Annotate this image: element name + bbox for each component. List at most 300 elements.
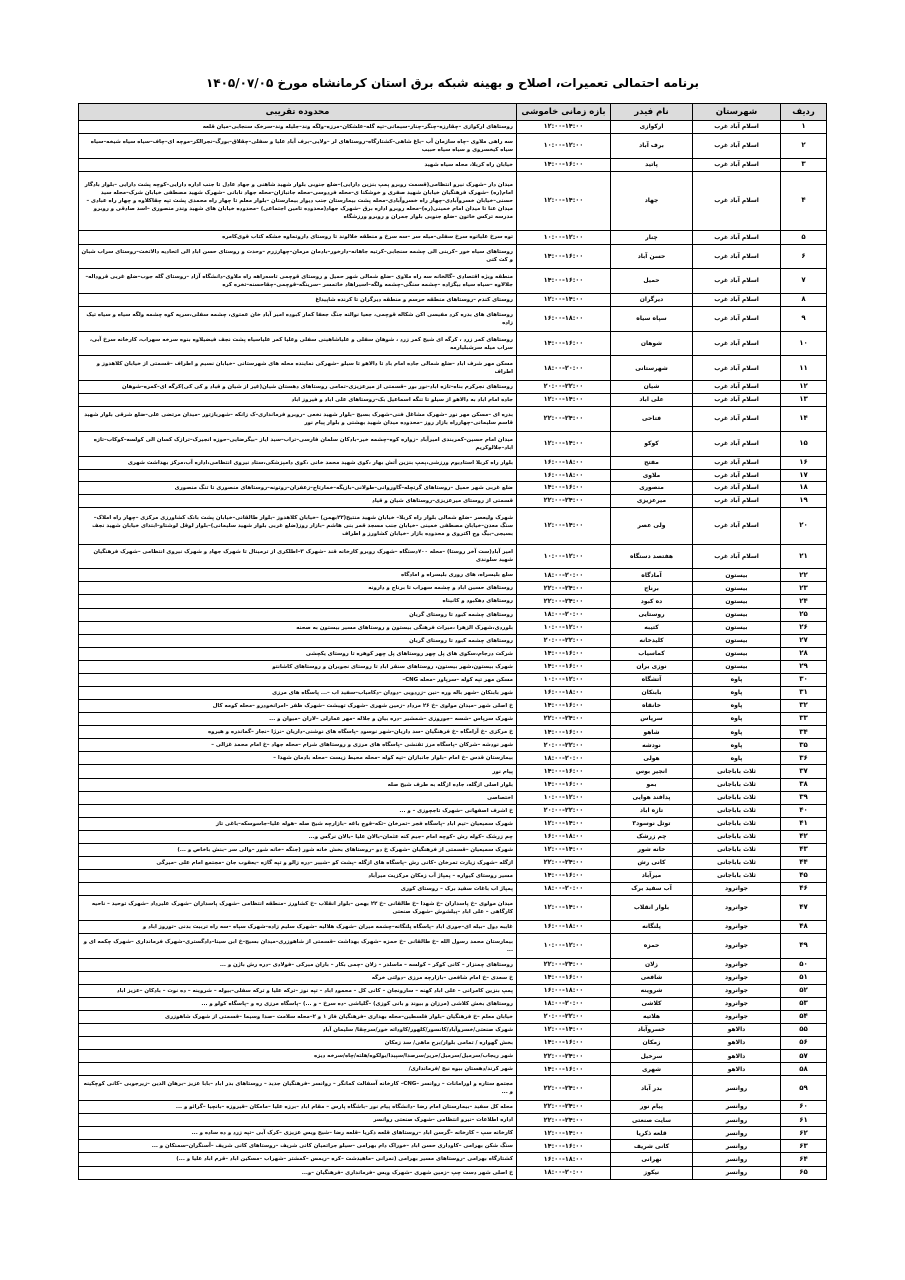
row-time: ۱۸:۰۰-۲۰:۰۰ xyxy=(517,883,611,896)
row-feeder: انجیر بوس xyxy=(611,765,693,778)
table-row xyxy=(79,673,827,686)
row-area: روستاهای بخش کلاشی (مرزان و بیوند و بانی کوزی) –گلیاشی –ده سرخ – و ...) –پاسگاه مرزی ره و –پاسگاه کولو و ... xyxy=(79,997,517,1010)
row-area: شهرک سمیعیان –تیم اباد –پاسگاه فجر –تمرخان –تکه–قوچ باغه –بازارچه شیخ صله –هوله علیا–جاسوسکه–باغی تاز xyxy=(79,817,517,830)
row-area: خ اشرف اصفهانی –شهرک تاجچوزی – و ... xyxy=(79,804,517,817)
row-time: ۱۰:۰۰-۱۲:۰۰ xyxy=(517,134,611,159)
row-index: ۱ xyxy=(781,121,827,134)
row-area: روستاهای نجرکرم بناه–تازه اباد–نور بور –قسمتی از میرعزیزی–تمامی روستاهای دهستان شیان(غیر از شیان و قیاد و کی کی)کرگه ای–کمره–شوهان xyxy=(79,381,517,394)
row-feeder: شروینه xyxy=(611,984,693,997)
table-row xyxy=(79,331,827,356)
row-index: ۳۹ xyxy=(781,791,827,804)
row-city: اسلام آباد غرب xyxy=(693,231,781,244)
header-time: بازه زمانی خاموشی xyxy=(517,104,611,121)
row-feeder: آب سفید برک xyxy=(611,883,693,896)
table-row xyxy=(79,1063,827,1076)
row-feeder: میرعزیزی xyxy=(611,495,693,508)
table-row xyxy=(79,1101,827,1114)
row-city: جوانرود xyxy=(693,934,781,959)
row-index: ۲۱ xyxy=(781,544,827,569)
header-index: ردیف xyxy=(781,104,827,121)
row-city: ثلاث باباجانی xyxy=(693,843,781,856)
row-city: ثلاث باباجانی xyxy=(693,778,781,791)
row-area: روستاهای های بدره کرد مفیسی اکن شکاله قوچمی، جعیا نوالنه جنگ جعفا کمار کبوده امیر آباد خان عمتوی، چشمه سفلی،سرپه کوه چشمه ولگه سیاه و سیاه تیک زاده xyxy=(79,307,517,332)
table-row xyxy=(79,870,827,883)
table-row xyxy=(79,883,827,896)
row-area: خیابان راه کربلا، محله سیاه شهید xyxy=(79,158,517,171)
row-index: ۴۵ xyxy=(781,870,827,883)
row-feeder: مفتح xyxy=(611,456,693,469)
table-row xyxy=(79,843,827,856)
row-area: روستاهای چمنزار – کانی کوکر – کولسه – ماسلدر – زلان –چمی بکار – باران میرکی –فولادی –دره رش باژن و ... xyxy=(79,958,517,971)
row-area: شهرک سرپاس –شسه –جوروزی –شمشیر –دره بیان و جلاله –مهر عمارلی –لاران –میوان و ... xyxy=(79,713,517,726)
row-area: پمپ بنزین کامرانی – علی اباد کهنه – سارونجان – کانی کل – محمود اباد – تپه نوز –ترکه علیا و ترکه سفلی–بیوله – شروینه – ده نوت – بادکان –عزیز اباد xyxy=(79,984,517,997)
row-area: روستاهای چشمه کبود تا روستای گربان xyxy=(79,608,517,621)
row-index: ۶۵ xyxy=(781,1166,827,1179)
row-time: ۱۴:۰۰-۱۶:۰۰ xyxy=(517,870,611,883)
row-city: اسلام آباد غرب xyxy=(693,381,781,394)
row-city: ثلاث باباجانی xyxy=(693,791,781,804)
row-area: ازگله –شهرک زیارت تمرخان –کانی رش –پاسگاه های ازگله –پشت کو –شییر –دره زالو و تپه گازه –یعقوب جان –مجتمع امام علی –میرگی xyxy=(79,857,517,870)
row-index: ۱۰ xyxy=(781,331,827,356)
row-feeder: زلان xyxy=(611,958,693,971)
row-feeder: نودشه xyxy=(611,739,693,752)
row-area: بیمارستان قدس –خ امام –بلوار جانبازان –تپه کوله –محله محیط زیست –محله بادمان شهدا – xyxy=(79,752,517,765)
table-row xyxy=(79,407,827,432)
table-row xyxy=(79,765,827,778)
table-row xyxy=(79,1037,827,1050)
row-time: ۱۰:۰۰-۱۲:۰۰ xyxy=(517,231,611,244)
row-index: ۲۷ xyxy=(781,634,827,647)
row-index: ۱۴ xyxy=(781,407,827,432)
row-index: ۱۸ xyxy=(781,482,827,495)
row-city: ثلاث باباجانی xyxy=(693,830,781,843)
row-index: ۶۳ xyxy=(781,1140,827,1153)
row-feeder: کوکو xyxy=(611,431,693,456)
table-row xyxy=(79,1166,827,1179)
table-row xyxy=(79,482,827,495)
row-index: ۷ xyxy=(781,269,827,294)
row-city: ثلاث باباجانی xyxy=(693,765,781,778)
row-area: بلوار اصلی ازگله، جاده ازگله به طرف شیخ صله xyxy=(79,778,517,791)
row-time: ۱۶:۰۰-۱۸:۰۰ xyxy=(517,687,611,700)
row-time: ۱۴:۰۰-۱۶:۰۰ xyxy=(517,158,611,171)
row-area: روستاهای حسین اباد و چشمه سهراب تا برناج و دارونه xyxy=(79,582,517,595)
row-time: ۲۲:۰۰-۲۴:۰۰ xyxy=(517,495,611,508)
row-index: ۲۰ xyxy=(781,508,827,544)
row-index: ۵۷ xyxy=(781,1050,827,1063)
row-city: جوانرود xyxy=(693,997,781,1010)
row-index: ۲۶ xyxy=(781,621,827,634)
row-feeder: نوزی یران xyxy=(611,660,693,673)
row-feeder: پدافند هوایی xyxy=(611,791,693,804)
row-area: شرکت درجام،سکوی های پل چهر روستاهای پل چهر کوهره تا روستای یکچشی xyxy=(79,647,517,660)
row-area: خ سعدی –خ امام شافعی –بازارچه مرزی –دولتی خرگه xyxy=(79,971,517,984)
row-index: ۴۸ xyxy=(781,920,827,933)
row-index: ۲۳ xyxy=(781,582,827,595)
row-feeder: کتیبه xyxy=(611,621,693,634)
row-area: خ اصلی شهر دست چپ –زمین شهری –شهرک ویس –فرمانداری –فرهنگیان –و... xyxy=(79,1166,517,1179)
row-city: دالاهو xyxy=(693,1050,781,1063)
row-area: پیام نور xyxy=(79,765,517,778)
row-index: ۵۸ xyxy=(781,1063,827,1076)
table-row xyxy=(79,269,827,294)
row-index: ۳۵ xyxy=(781,739,827,752)
row-index: ۴ xyxy=(781,171,827,231)
table-row xyxy=(79,431,827,456)
row-area: روستاهای ارکوازی –چقارزه–چنگر–چنار–سیمانی–تپه گله–علشکان–مرزه–ولگه وند–جلیله وند–سرخک سنجابی–میان قلعه xyxy=(79,121,517,134)
row-city: دالاهو xyxy=(693,1063,781,1076)
row-city: ثلاث باباجانی xyxy=(693,804,781,817)
row-index: ۱۱ xyxy=(781,356,827,381)
row-time: ۱۲:۰۰-۱۴:۰۰ xyxy=(517,121,611,134)
row-index: ۳۰ xyxy=(781,673,827,686)
row-time: ۱۴:۰۰-۱۶:۰۰ xyxy=(517,1037,611,1050)
row-city: اسلام آباد غرب xyxy=(693,482,781,495)
row-city: پاوه xyxy=(693,752,781,765)
row-index: ۳۷ xyxy=(781,765,827,778)
row-time: ۱۶:۰۰-۱۸:۰۰ xyxy=(517,984,611,997)
row-city: پاوه xyxy=(693,739,781,752)
row-city: اسلام آباد غرب xyxy=(693,456,781,469)
row-feeder: آمادگاه xyxy=(611,569,693,582)
row-index: ۴۹ xyxy=(781,934,827,959)
table-row xyxy=(79,171,827,231)
row-city: اسلام آباد غرب xyxy=(693,407,781,432)
row-time: ۲۰:۰۰-۲۲:۰۰ xyxy=(517,381,611,394)
row-feeder: کانی رش xyxy=(611,857,693,870)
table-row xyxy=(79,469,827,481)
row-feeder: برف آباد xyxy=(611,134,693,159)
row-feeder: هولی xyxy=(611,752,693,765)
row-area: محله کل سفید –بیمارستان امام رضا –دانشگاه پیام نور –باشگاه پارس – مقام اباد –برزه علیا –مامکان –قیروزه –بانچیا –گرائو و ... xyxy=(79,1101,517,1114)
row-time: ۱۶:۰۰-۱۸:۰۰ xyxy=(517,830,611,843)
row-area: میدان امام حسین–کمربندی امیرآباد –زواره کوه–چشمه خیر–بادکان سلمان فارسی–تراب–سید ایاز –بیگرضایی–حوزه انجیرک–ترازک کسان الی کولسه–کوکاب–تازه اباد–جلالوکریم xyxy=(79,431,517,456)
row-city: جوانرود xyxy=(693,883,781,896)
row-feeder: شافعی xyxy=(611,971,693,984)
table-row xyxy=(79,569,827,582)
row-feeder: ارکوازی xyxy=(611,121,693,134)
row-time: ۱۸:۰۰-۲۰:۰۰ xyxy=(517,569,611,582)
table-header-row xyxy=(79,104,827,121)
table-row xyxy=(79,857,827,870)
table-row xyxy=(79,158,827,171)
row-feeder: علی اباد xyxy=(611,394,693,407)
row-area: شهر کرند/دهستان بیوه نیخ /فرمانداری/ xyxy=(79,1063,517,1076)
table-row xyxy=(79,508,827,544)
row-time: ۲۰:۰۰-۲۲:۰۰ xyxy=(517,804,611,817)
row-time: ۱۲:۰۰-۱۴:۰۰ xyxy=(517,431,611,456)
row-feeder: بلوار انقلاب xyxy=(611,896,693,921)
row-area: روستاهای دهکبود و کانیناه xyxy=(79,595,517,608)
row-feeder: منصوری xyxy=(611,482,693,495)
table-row xyxy=(79,231,827,244)
row-city: اسلام آباد غرب xyxy=(693,244,781,269)
row-index: ۴۲ xyxy=(781,830,827,843)
row-time: ۲۲:۰۰-۲۴:۰۰ xyxy=(517,1114,611,1127)
row-time: ۲۲:۰۰-۲۴:۰۰ xyxy=(517,713,611,726)
row-time: ۲۰:۰۰-۲۲:۰۰ xyxy=(517,739,611,752)
row-city: بیستون xyxy=(693,634,781,647)
row-area: بیمارستان محمد رسول الله –خ طالقانی –خ حمزه –شهرک بهداشت –قسمتی از شاهوزری–میدان بسیج–خ ابن سینا–دادگستری–شهرک فرمانداری –شهرک چکمه ای و ... xyxy=(79,934,517,959)
row-index: ۳۱ xyxy=(781,687,827,700)
row-index: ۴۳ xyxy=(781,843,827,856)
row-index: ۱۶ xyxy=(781,456,827,469)
row-index: ۶ xyxy=(781,244,827,269)
row-area: ضلع غربی شهر حمیل –روستاهای گرتچله–گاوروانی–طولانی–بازیگه–خمارتاج–زعفران–روتونه–روستاهای منصوری تا تنگ منصوری xyxy=(79,482,517,495)
row-index: ۵ xyxy=(781,231,827,244)
row-index: ۱۳ xyxy=(781,394,827,407)
row-time: ۱۸:۰۰-۲۰:۰۰ xyxy=(517,608,611,621)
row-city: پاوه xyxy=(693,673,781,686)
row-area: خیابان معلم –خ فرهنگیان –بلوار فلسطین–محله بهداری –فرهنگیان فاز ۱ و ۲–محله سلامت –صدا وسیما –قسمتی از شهرک شاهوزری xyxy=(79,1011,517,1024)
row-area xyxy=(79,469,517,481)
row-area: بدره ای –مسکن مهر نور –شهرک مشاغل فنی–شهرک بسیج –بلوار شهید نخعی –روبرو فرمانداری–ک زانکه –شهربازتور –میدان مرتضی علی–ضلع شرقی بلوار شهید قاسم سلیمانی–چهارراه بازار روز –محدوده میدان شهید بهشتی و بلوار پیام نور xyxy=(79,407,517,432)
row-feeder: جهاد xyxy=(611,171,693,231)
row-feeder: ملاوی xyxy=(611,469,693,481)
row-city: اسلام آباد غرب xyxy=(693,356,781,381)
table-row xyxy=(79,1011,827,1024)
row-city: اسلام آباد غرب xyxy=(693,121,781,134)
table-row xyxy=(79,1140,827,1153)
row-time: ۱۴:۰۰-۱۶:۰۰ xyxy=(517,1063,611,1076)
row-time: ۱۴:۰۰-۱۶:۰۰ xyxy=(517,269,611,294)
row-area: قسمتی از روستای میرعزیزی–روستاهای شیان و قیاد xyxy=(79,495,517,508)
row-area: روستای کندم –روستاهای منطقه حرسم و منطقه دیرگران تا کرنده شاپیداغ xyxy=(79,293,517,306)
table-row xyxy=(79,971,827,984)
row-area: توه سرخ علیاتوه سرخ سفلی–میله سر –سه سرخ و منطقه خلالوند تا روستای داروتماوه خشکه کتاب قوی‌کامره xyxy=(79,231,517,244)
row-feeder: دیرگران xyxy=(611,293,693,306)
row-index: ۲ xyxy=(781,134,827,159)
table-row xyxy=(79,958,827,971)
row-area: چم زرشک –کوله رش –کوچه امام –جیم کنه عثمان–بالان علیا –بالان نرگس و... xyxy=(79,830,517,843)
row-city: جوانرود xyxy=(693,1011,781,1024)
table-row xyxy=(79,920,827,933)
row-area: جاده امام اباد به دالاهو از سیلو تا تنگه اسماعیل بک–روستاهای علی اباد و فیروز اباد xyxy=(79,394,517,407)
row-area: کشتارگاه بهرامی –روستاهای مسیر بهرامی (نمرانی –ماهیدشت –کره –ریمس –کمشتر –شهراب –مسکین اباد –قرم اباد علیا و ...) xyxy=(79,1153,517,1166)
row-feeder: پلنگانه xyxy=(611,920,693,933)
row-index: ۴۴ xyxy=(781,857,827,870)
row-feeder: شاهو xyxy=(611,726,693,739)
row-index: ۱۵ xyxy=(781,431,827,456)
row-feeder: کلاشی xyxy=(611,997,693,1010)
row-area: شهر بابنکان –شهر باله وره –نین –زردویی –دودان –دکامیاب–سفید اب –... پاسگاه های مرزی xyxy=(79,687,517,700)
row-time: ۱۶:۰۰-۱۸:۰۰ xyxy=(517,469,611,481)
row-time: ۱۸:۰۰-۲۰:۰۰ xyxy=(517,1166,611,1179)
row-area: مجتمع ستاره و اورامانات – روانسر –CNG– کارخانه آسفالت کمانگر – روانسر –فرهنگیان جدید – روستاهای بدر اباد –بابا عزیز –برهان الدین –زیرجوبی –کانی کوچکینه و ... xyxy=(79,1076,517,1101)
row-time: ۱۰:۰۰-۱۲:۰۰ xyxy=(517,673,611,686)
row-city: پاوه xyxy=(693,713,781,726)
row-feeder: شهری xyxy=(611,1063,693,1076)
row-city: روانسر xyxy=(693,1166,781,1179)
row-feeder: قلعه ذکریا xyxy=(611,1127,693,1140)
row-index: ۳۶ xyxy=(781,752,827,765)
row-index: ۲۸ xyxy=(781,647,827,660)
row-feeder: سرخیل xyxy=(611,1050,693,1063)
row-index: ۲۲ xyxy=(781,569,827,582)
row-time: ۱۴:۰۰-۱۶:۰۰ xyxy=(517,971,611,984)
row-time: ۱۸:۰۰-۲۰:۰۰ xyxy=(517,356,611,381)
table-row xyxy=(79,830,827,843)
row-city: بیستون xyxy=(693,621,781,634)
row-time: ۱۲:۰۰-۱۴:۰۰ xyxy=(517,394,611,407)
table-row xyxy=(79,293,827,306)
table-row xyxy=(79,356,827,381)
row-index: ۶۱ xyxy=(781,1114,827,1127)
row-city: اسلام آباد غرب xyxy=(693,495,781,508)
table-row xyxy=(79,544,827,569)
row-feeder: شیان xyxy=(611,381,693,394)
row-city: اسلام آباد غرب xyxy=(693,544,781,569)
row-time: ۱۴:۰۰-۱۶:۰۰ xyxy=(517,778,611,791)
table-row xyxy=(79,456,827,469)
row-time: ۱۴:۰۰-۱۶:۰۰ xyxy=(517,331,611,356)
row-feeder: هفتصد دستگاه xyxy=(611,544,693,569)
row-index: ۳۴ xyxy=(781,726,827,739)
header-feeder: نام فیدر xyxy=(611,104,693,121)
table-row xyxy=(79,121,827,134)
row-feeder: چم زرشک xyxy=(611,830,693,843)
row-area: غایبه دول –بیله ای–جوری اباد –پاسگاه پلنگانه–چشمه میران –شهرک هلالیه –شهرک سلیم زاده–شهرک سپاه –سه راه تربیت بدنی –توروز اباد و xyxy=(79,920,517,933)
row-city: اسلام آباد غرب xyxy=(693,171,781,231)
row-area: امیر آباد(ست آخر روستا) –محله ۷۰۰دستگاه –شهرک روبرو کارخانه قند –شهرک ۳–اطلکری از ترمینال تا شهرک جهاد و شهرک نیروی انتظامی –شهرک فرهنگیان شهید سلوندی xyxy=(79,544,517,569)
row-time: ۲۲:۰۰-۲۴:۰۰ xyxy=(517,857,611,870)
row-area: شهر نودشه –شرکان –پاسگاه مرز تقنشی –پاسگاه های مرزی و روستاهای شرام –محله جهاد –خ امام محمد غزالی – xyxy=(79,739,517,752)
row-index: ۴۱ xyxy=(781,817,827,830)
row-time: ۱۴:۰۰-۱۶:۰۰ xyxy=(517,700,611,713)
row-feeder: زمکان xyxy=(611,1037,693,1050)
row-index: ۳۲ xyxy=(781,700,827,713)
row-feeder: کانی شریف xyxy=(611,1140,693,1153)
row-feeder: بابنکان xyxy=(611,687,693,700)
row-time: ۱۴:۰۰-۱۶:۰۰ xyxy=(517,660,611,673)
row-city: بیستون xyxy=(693,595,781,608)
row-city: روانسر xyxy=(693,1076,781,1101)
row-area: پمپاژ اب باغات سفید برک – روستای کوری xyxy=(79,883,517,896)
row-time: ۱۶:۰۰-۱۸:۰۰ xyxy=(517,920,611,933)
row-index: ۱۷ xyxy=(781,469,827,481)
row-index: ۸ xyxy=(781,293,827,306)
row-feeder: کلیدخانه xyxy=(611,634,693,647)
table-row xyxy=(79,244,827,269)
row-area: میدان دار –شهرک نیرو انتظامی(قسمت روبرو پمپ بنزین دارایی)–ضلع جنوبی بلوار شهید شاهنی و جهاد عادل تا جنب اداره دارایی–کوچه پشت دارایی –بلوار بادگار امام(ره) –شهرک فرهنگیان خیابان شهید صفری و خوشکنا ی–محله فردوسی–محله جانبازان–محله جهاد نابانی –شهرک شهید مصطفی خیابان شرک–محله سید حسنی–خیابان خسروآبادی–چهار راه خسروآبادی–محله پشت بیمارستان جنب دیوار بیمارستان –بلوار معلم تا چهار راه محمدی پشت تپه چقاکلاوه و چهار راه عبادی –میدان عنا تا میدان امام خمینی(ره)–محله روبرو اداره برق –شهرک جهاد(محدوده تامین اجتماعی) –محدوده خیابان های شهید وندر منصوری –اسد صادقی و روبرو مدرسه ترکس خاتون –ضلع جنوبی بلوار جمران و روبرو ورزشگاه xyxy=(79,171,517,231)
table-row xyxy=(79,660,827,673)
row-index: ۲۴ xyxy=(781,595,827,608)
row-feeder: سایت صنعتی xyxy=(611,1114,693,1127)
table-row xyxy=(79,1024,827,1037)
row-city: دالاهو xyxy=(693,1037,781,1050)
outage-table-wrapper xyxy=(78,103,827,1180)
row-area: میدان مولوی –خ پاسداران –خ شهدا –خ طالقانی –خ ۲۲ بهمن –بلوار انقلاب –خ کشاورز –منطقه انتظامی –شهرک پاسداران –شهرک علیرداد –شهرک توحید – ناحیه کارگاهی – علی اباد –پیلشوش –شهرک صنعتی xyxy=(79,896,517,921)
row-time: ۱۲:۰۰-۱۴:۰۰ xyxy=(517,508,611,544)
table-row xyxy=(79,713,827,726)
table-row xyxy=(79,1050,827,1063)
row-feeder: ولی عصر xyxy=(611,508,693,544)
row-city: اسلام آباد غرب xyxy=(693,307,781,332)
table-row xyxy=(79,984,827,997)
row-area: روستاهای چشمه کبود تا روستای گربان xyxy=(79,634,517,647)
table-row xyxy=(79,817,827,830)
table-row xyxy=(79,804,827,817)
row-index: ۴۶ xyxy=(781,883,827,896)
row-time: ۱۶:۰۰-۱۸:۰۰ xyxy=(517,307,611,332)
row-area: مسکن مهر تپه کوله –سرپاور –محله CNG– xyxy=(79,673,517,686)
table-row xyxy=(79,752,827,765)
row-time: ۱۸:۰۰-۲۰:۰۰ xyxy=(517,752,611,765)
row-index: ۶۴ xyxy=(781,1153,827,1166)
row-time: ۱۰:۰۰-۱۲:۰۰ xyxy=(517,621,611,634)
row-index: ۵۰ xyxy=(781,958,827,971)
table-row xyxy=(79,687,827,700)
row-feeder: حمزه xyxy=(611,934,693,959)
row-time: ۲۲:۰۰-۲۴:۰۰ xyxy=(517,1076,611,1101)
row-feeder: خسروآباد xyxy=(611,1024,693,1037)
table-row xyxy=(79,1114,827,1127)
row-area: اداره اطلاعات –نیرو انتظامی –شهرک صنعتی روانسر xyxy=(79,1114,517,1127)
table-row xyxy=(79,778,827,791)
row-city: جوانرود xyxy=(693,984,781,997)
row-area: سنگ شکن بهرامی –کاوداری حسن اباد –خوراک دام بهرامی –سیلو جراتمیان کانی شریف –روستاهای کانی شریف –آسنگران–سمنکان و ... xyxy=(79,1140,517,1153)
table-row xyxy=(79,634,827,647)
row-feeder: شهرستانی xyxy=(611,356,693,381)
row-area: شهرک بیستون،شهر بیستون، روستاهای سنقر اباد تا روستای نجوبران و روستاهای کاشانتو xyxy=(79,660,517,673)
table-row xyxy=(79,307,827,332)
row-area: شهر ریجاب/سرمیل/سرمیل/حریر/سرصدا/سپیدا/بولکوه/هلته/چاه/سرخه دیزه xyxy=(79,1050,517,1063)
row-city: اسلام آباد غرب xyxy=(693,134,781,159)
row-feeder: برناج xyxy=(611,582,693,595)
row-area: بلوردی،شهرک الزهرا ،میراث فرهنگی بیستون و روستاهای مسیر بیستون به صحنه xyxy=(79,621,517,634)
row-time: ۱۸:۰۰-۲۰:۰۰ xyxy=(517,997,611,1010)
row-time: ۱۲:۰۰-۱۴:۰۰ xyxy=(517,293,611,306)
row-city: بیستون xyxy=(693,582,781,595)
row-feeder: فتاحی xyxy=(611,407,693,432)
row-area: مسیر روستای کیواره – پمپاژ آب زمکان مرکزیت میرآباد xyxy=(79,870,517,883)
row-index: ۲۵ xyxy=(781,608,827,621)
row-index: ۵۵ xyxy=(781,1024,827,1037)
row-index: ۹ xyxy=(781,307,827,332)
table-row xyxy=(79,381,827,394)
row-index: ۶۰ xyxy=(781,1101,827,1114)
table-row xyxy=(79,608,827,621)
table-row xyxy=(79,739,827,752)
row-index: ۴۷ xyxy=(781,896,827,921)
row-area: شهرک ولیعصر –ضلع شمالی بلوار راه کربلا– خیابان شهید منتیخ(۲۲بهمن) –خیابان کلاهدوز –بلوار طالقانی–خیابان پشت بانک کشاورزی مرکزی –چهار راه املاک–سنگ معدن–خیابان مصطفی خمینی –خیابان جنب مسجد قمر بنی هاشم –بازار روز(ضلع غربی بلوار شهید سلیمانی)–بلوار لوقل لوشتاو–ابتدای خیابان شهید نجف بسیجی–بیگ وچ اکتروی و محدوده بازار –خیابان کشاورز و اطراف xyxy=(79,508,517,544)
row-city: اسلام آباد غرب xyxy=(693,269,781,294)
row-time: ۲۰:۰۰-۲۲:۰۰ xyxy=(517,634,611,647)
row-area: بلوار راه کربلا استادیوم ورزشی،پمپ بنزین آتش بهار ،کوی شهید محمد خانی ،کوی دامپزشکی،ستاد نیروی انتظامی،اداره آب،مرکز بهداشت شهری xyxy=(79,456,517,469)
row-feeder: چنار xyxy=(611,231,693,244)
row-time: ۱۲:۰۰-۱۴:۰۰ xyxy=(517,171,611,231)
row-area: منطقه ویژه اقتصادی –گالخانه سه راه ملاوی –ضلع شمالی شهر حمیل و روستای قوچمی تاسه‌راهه راه ملاوی–دانشگاه آزاد –روستای گله جوب–ضلع غربی قروداله–جلالاوه –سیاه سیاه بیگزاده –چشمه سنگی–چشمه ولگه–اسیراهاد خاتمسر –سرینگه–قوچمی–چقاحسنه–تخره کره xyxy=(79,269,517,294)
row-city: روانسر xyxy=(693,1101,781,1114)
row-index: ۶۲ xyxy=(781,1127,827,1140)
row-time: ۱۲:۰۰-۱۴:۰۰ xyxy=(517,817,611,830)
row-city: اسلام آباد غرب xyxy=(693,293,781,306)
row-time: ۲۲:۰۰-۲۴:۰۰ xyxy=(517,595,611,608)
row-index: ۵۲ xyxy=(781,984,827,997)
table-row xyxy=(79,700,827,713)
row-city: بیستون xyxy=(693,647,781,660)
table-row xyxy=(79,726,827,739)
header-city: شهرستان xyxy=(693,104,781,121)
row-area: روستاهای کمر زرد ، کرگه ای شیخ کمر زرد ، شوهان سفلی و علیاشاهینی سفلی وعلیا کمر علیاسیاه پشت نجف فیضیلاوه بنوه سرخه سهراب، کارخانه سرخ آبی، سراب میله سرشبلیارمه xyxy=(79,331,517,356)
row-city: جوانرود xyxy=(693,958,781,971)
row-time: ۱۰:۰۰-۱۲:۰۰ xyxy=(517,791,611,804)
table-row xyxy=(79,647,827,660)
row-area: سه راهی ملاوی –چاه سازمان آب –باغ شاهی–کشتارگاه–روستاهای لر –ولایی–برف آباد علیا و سفلی–چقلاق–بورگ–نجرالکر–موچه ای–چاف–سیاه سیاه شیخه–سیاه سیاه کیخسروی و سیاه سیاه حبیب xyxy=(79,134,517,159)
row-feeder: حسن آباد xyxy=(611,244,693,269)
row-feeder: هلاتیه xyxy=(611,1011,693,1024)
row-time: ۲۰:۰۰-۲۲:۰۰ xyxy=(517,1011,611,1024)
